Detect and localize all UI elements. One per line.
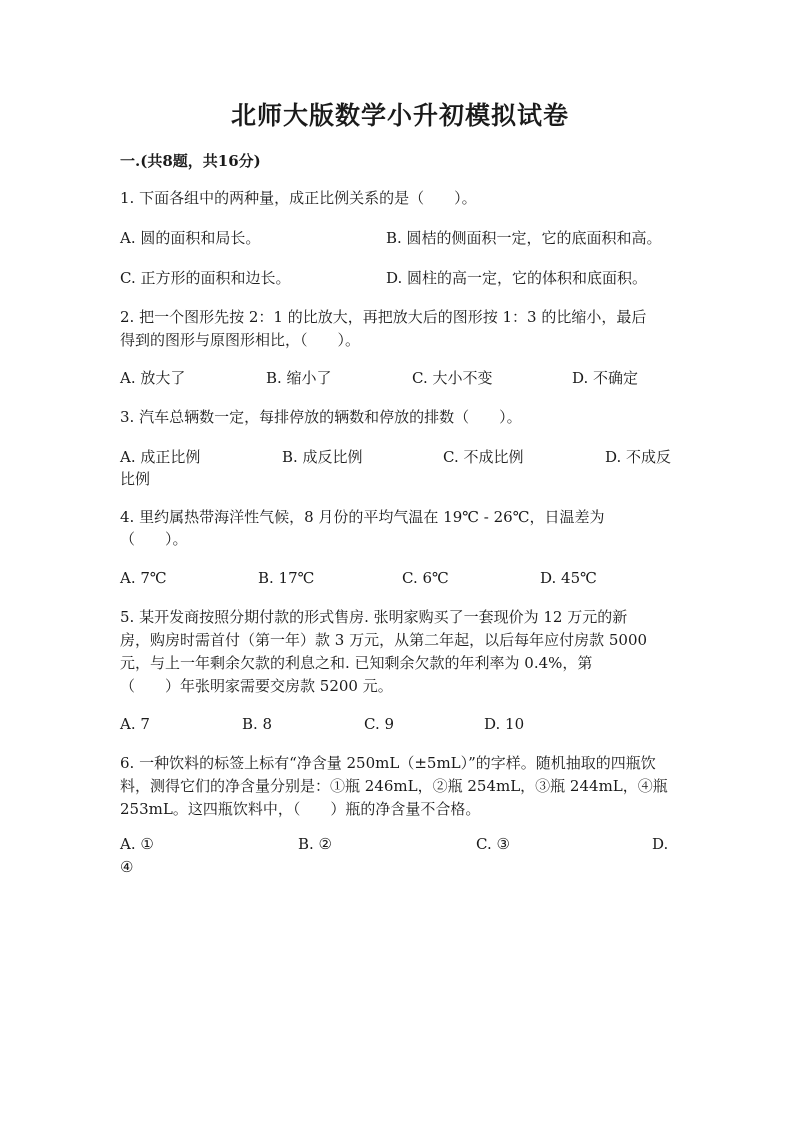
question-4-option-b: B. 17℃ <box>258 569 315 587</box>
question-1-option-c: C. 正方形的面积和边长。 <box>120 269 291 287</box>
question-6-option-d: D. <box>652 835 669 853</box>
question-2-option-c: C. 大小不变 <box>412 369 493 387</box>
question-6-stem-line-3: 253mL。这四瓶饮料中，（ ）瓶的净含量不合格。 <box>120 800 481 818</box>
question-4-option-d: D. 45℃ <box>540 569 597 587</box>
question-6-option-c: C. ③ <box>476 835 510 853</box>
question-2-option-a: A. 放大了 <box>120 369 186 387</box>
question-4-option-a: A. 7℃ <box>120 569 167 587</box>
question-6-stem-line-2: 料，测得它们的净含量分别是：①瓶 246mL，②瓶 254mL，③瓶 244mL，④瓶 <box>120 777 668 795</box>
question-5-option-d: D. 10 <box>484 715 525 733</box>
question-2-stem-line-2: 得到的图形与原图形相比，（ ）。 <box>120 331 361 349</box>
page-title: 北师大版数学小升初模拟试卷 <box>230 101 569 130</box>
question-1-option-d: D. 圆柱的高一定，它的体积和底面积。 <box>386 269 648 287</box>
question-5-option-a: A. 7 <box>120 715 150 733</box>
question-3-option-c: C. 不成比例 <box>443 448 524 466</box>
question-2-option-d: D. 不确定 <box>572 369 639 387</box>
question-5-stem-line-1: 5. 某开发商按照分期付款的形式售房. 张明家购买了一套现价为 12 万元的新 <box>120 608 628 626</box>
question-3-option-d: D. 不成反 <box>605 448 672 466</box>
question-4-stem-line-1: 4. 里约属热带海洋性气候，8 月份的平均气温在 19℃ - 26℃，日温差为 <box>120 508 605 526</box>
question-5-stem-line-3: 元，与上一年剩余欠款的利息之和. 已知剩余欠款的年利率为 0.4%，第 <box>120 654 593 672</box>
question-1-option-a: A. 圆的面积和局长。 <box>120 229 261 247</box>
question-1-option-b: B. 圆桔的侧面积一定，它的底面积和高。 <box>386 229 662 247</box>
question-6-option-b: B. ② <box>298 835 333 853</box>
question-3-option-b: B. 成反比例 <box>282 448 363 466</box>
question-1-stem: 1. 下面各组中的两种量，成正比例关系的是（ ）。 <box>120 189 477 207</box>
question-5-option-c: C. 9 <box>364 715 395 733</box>
question-6-stem-line-1: 6. 一种饮料的标签上标有“净含量 250mL（±5mL）”的字样。随机抽取的四瓶饮 <box>120 754 656 772</box>
question-5-stem-line-2: 房，购房时需首付（第一年）款 3 万元，从第二年起，以后每年应付房款 5000 <box>120 631 648 649</box>
question-2-stem-line-1: 2. 把一个图形先按 2：1 的比放大，再把放大后的图形按 1：3 的比缩小，最后 <box>120 308 647 326</box>
question-4-option-c: C. 6℃ <box>402 569 449 587</box>
question-3-option-d-continued: 比例 <box>120 470 151 488</box>
section-heading: 一.(共8题，共16分) <box>120 152 261 170</box>
question-3-stem: 3. 汽车总辆数一定，每排停放的辆数和停放的排数（ ）。 <box>120 408 522 426</box>
question-5-stem-line-4: （ ）年张明家需要交房款 5200 元。 <box>120 677 393 695</box>
question-5-option-b: B. 8 <box>242 715 273 733</box>
question-6-option-a: A. ① <box>120 835 154 853</box>
question-4-stem-line-2: （ ）。 <box>120 530 188 548</box>
question-3-option-a: A. 成正比例 <box>120 448 201 466</box>
question-2-option-b: B. 缩小了 <box>266 369 332 387</box>
question-6-option-d-continued: ④ <box>120 858 134 876</box>
